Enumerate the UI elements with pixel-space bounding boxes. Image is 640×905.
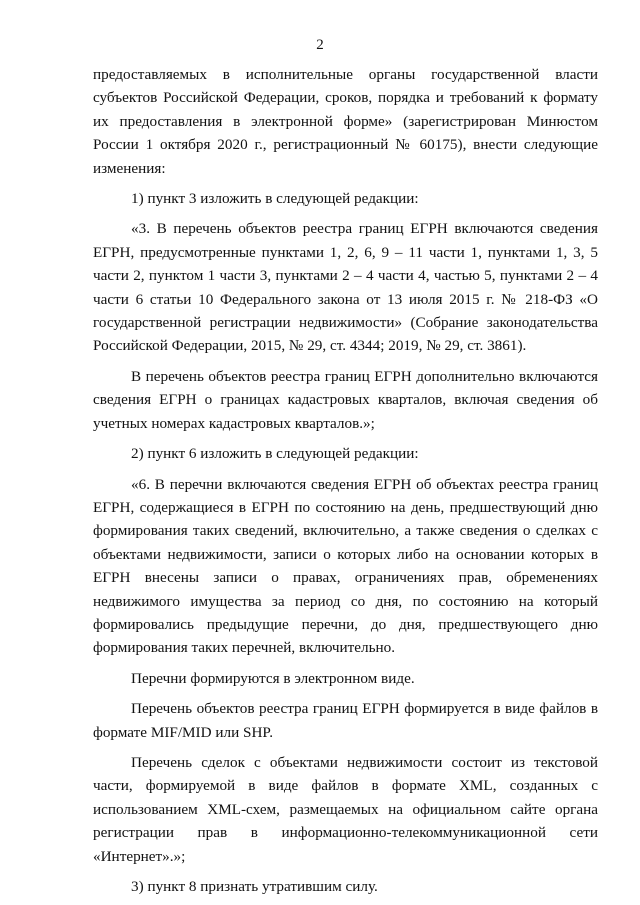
paragraph-clause-3: «3. В перечень объектов реестра границ ЕГРН включаются сведения ЕГРН, предусмотренные пунктами 1, 2, 6, 9 – 11 части 1, пунктами 1, 3, 5 части 2, пунктом 1 части 3, пунктами 2 – 4 части 4, частью 5, пунктами 2 – 4 части 6 статьи 10 Федерального закона от 13 июля 2015 г. № 218-ФЗ «О государственной регистрации недвижимости» (Собрание законодательства Российской Федерации, 2015, № 29, ст. 4344; 2019, № 29, ст. 3861). bbox=[93, 220, 598, 355]
paragraph-clause-3-addition: В перечень объектов реестра границ ЕГРН дополнительно включаются сведения ЕГРН о границах кадастровых кварталов, включая сведения об учетных номерах кадастровых кварталов.»; bbox=[93, 367, 598, 432]
page-number: 2 bbox=[316, 37, 324, 53]
paragraph-item-3: 3) пункт 8 признать утратившим силу. bbox=[131, 878, 378, 895]
paragraph-deals-list: Перечень сделок с объектами недвижимости состоит из текстовой части, формируемой в виде файлов в формате XML, созданных с использованием XML-схем, размещаемых на официальном сайте органа регистрации прав в информационно-телекоммуникационной сети «Интернет».»; bbox=[93, 753, 598, 865]
document-body bbox=[93, 63, 598, 898]
paragraph-electronic-form: Перечни формируются в электронном виде. bbox=[131, 669, 415, 687]
paragraph-item-2: 2) пункт 6 изложить в следующей редакции: bbox=[131, 445, 419, 463]
paragraph-intro-continuation: предоставляемых в исполнительные органы государственной власти субъектов Российской Федерации, сроков, порядка и требований к формату их предоставления в электронной форме» (зарегистрирован Минюстом России 1 октября 2020 г., регистрационный № 60175), внести следующие изменения: bbox=[93, 66, 598, 177]
paragraph-item-1: 1) пункт 3 изложить в следующей редакции: bbox=[131, 190, 419, 208]
paragraph-file-format: Перечень объектов реестра границ ЕГРН формируется в виде файлов в формате MIF/MID или SHP. bbox=[93, 700, 598, 741]
paragraph-clause-6: «6. В перечни включаются сведения ЕГРН об объектах реестра границ ЕГРН, содержащиеся в ЕГРН по состоянию на день, предшествующий дню формирования таких сведений, включительно, а также сведения о сделках с объектами недвижимости, записи о которых либо на основании которых в ЕГРН внесены записи о правах, ограничениях прав, обременениях недвижимого имущества за период со дня, по состоянию на который формировались предыдущие перечни, до дня, предшествующего дню формирования таких перечней, включительно. bbox=[93, 475, 598, 657]
